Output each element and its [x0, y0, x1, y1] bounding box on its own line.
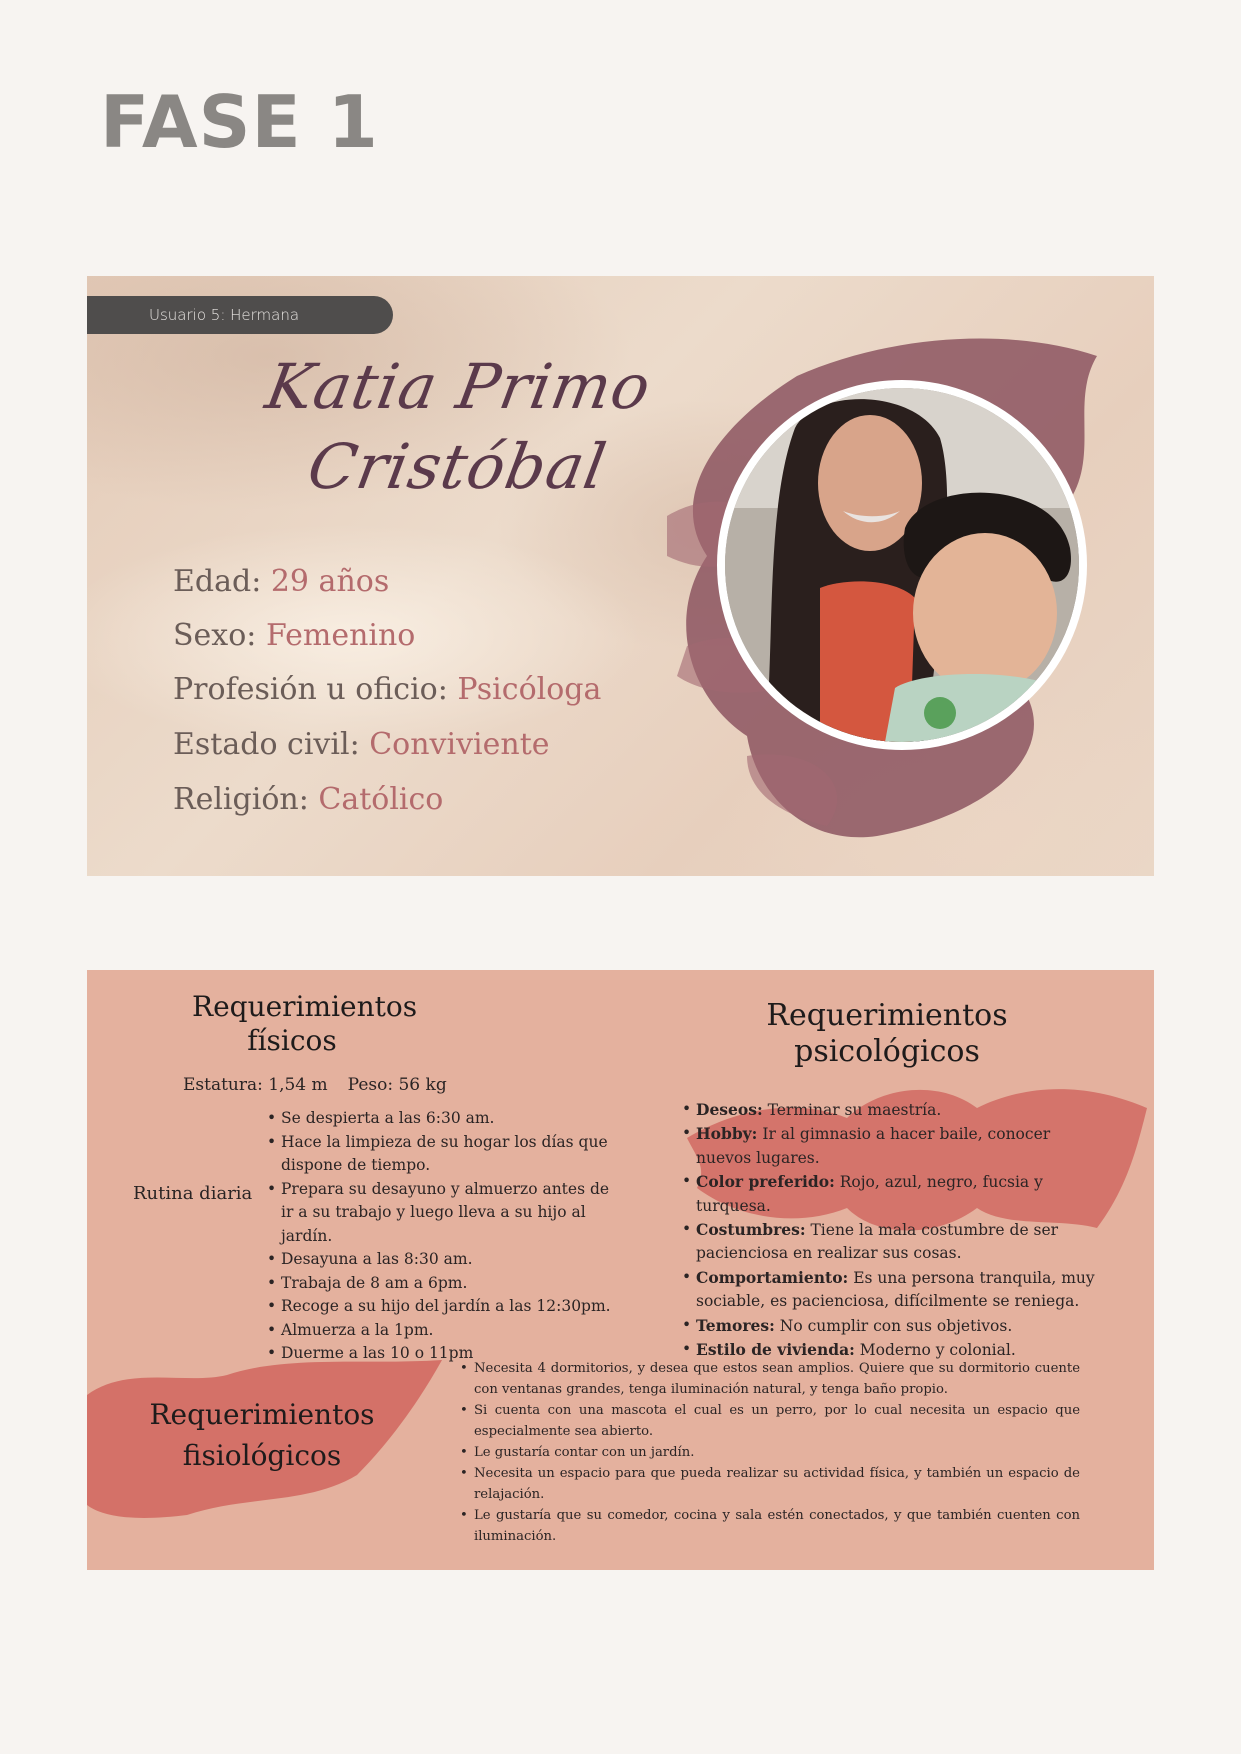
- item-label: Comportamiento:: [696, 1267, 849, 1287]
- item-label: Deseos:: [696, 1100, 763, 1119]
- list-item: • Si cuenta con una mascota el cual es un perro, por lo cual necesita un espacio que especialmente sea abierto.: [460, 1400, 1080, 1442]
- page-title: FASE 1: [100, 80, 379, 164]
- list-item: • Almuerza a la 1pm.: [267, 1319, 617, 1343]
- item-label: Temores:: [696, 1315, 775, 1335]
- physiological-title-line-2: fisiológicos: [182, 1438, 342, 1472]
- psychological-list: [682, 1098, 1097, 1362]
- field-sex: [173, 618, 415, 653]
- item-text: Terminar su maestría.: [762, 1101, 942, 1119]
- list-item: • Prepara su desayuno y almuerzo antes de ir a su trabajo y luego lleva a su hijo al jardín.: [267, 1178, 617, 1249]
- item-label: Costumbres:: [696, 1220, 806, 1240]
- height-value: Estatura: 1,54 m: [183, 1075, 328, 1095]
- field-civil-status-label: Estado civil:: [173, 727, 370, 762]
- field-age-value: 29 años: [270, 564, 390, 599]
- user-label-tab: Usuario 5: Hermana: [87, 296, 393, 334]
- photo-illustration: [725, 388, 1079, 742]
- field-age-label: Edad:: [173, 564, 271, 599]
- field-profession-label: Profesión u oficio:: [173, 672, 458, 707]
- profile-card: [87, 276, 1154, 876]
- field-religion: [173, 782, 443, 817]
- item-text: No cumplir con sus objetivos.: [774, 1316, 1013, 1335]
- field-religion-value: Católico: [318, 782, 444, 817]
- list-item: • Duerme a las 10 o 11pm: [267, 1342, 617, 1366]
- item-text: Tiene la mala costumbre de ser pacienciosa en realizar sus cosas.: [696, 1221, 1059, 1263]
- list-item: • Hace la limpieza de su hogar los días que dispone de tiempo.: [267, 1131, 617, 1178]
- field-civil-status-value: Conviviente: [369, 727, 550, 762]
- list-item: • Trabaja de 8 am a 6pm.: [267, 1272, 617, 1296]
- routine-label: Rutina diaria: [133, 1183, 253, 1204]
- item-text: Es una persona tranquila, muy sociable, es pacienciosa, difícilmente se reniega.: [696, 1268, 1095, 1311]
- list-item: [682, 1266, 1097, 1314]
- physical-requirements-title: [192, 990, 418, 1057]
- psychological-requirements-title: [737, 998, 1037, 1070]
- list-item: • Le gustaría contar con un jardín.: [460, 1442, 1080, 1463]
- daily-routine-list: [267, 1107, 617, 1366]
- physiological-title-line-1: Requerimientos: [149, 1398, 375, 1431]
- physiological-list: [460, 1358, 1080, 1547]
- physical-title-line-2: físicos: [247, 1023, 337, 1057]
- list-item: • Necesita un espacio para que pueda realizar su actividad física, y también un espacio de relajación.: [460, 1463, 1080, 1505]
- item-label: Hobby:: [696, 1124, 758, 1144]
- psychological-title-line-2: psicológicos: [794, 1034, 980, 1069]
- field-sex-label: Sexo:: [173, 618, 266, 653]
- list-item: • Recoge a su hijo del jardín a las 12:30pm.: [267, 1295, 617, 1319]
- field-profession: [173, 672, 601, 707]
- profile-photo: [725, 388, 1079, 742]
- name-line-1: Katia Primo: [260, 350, 657, 423]
- psychological-title-line-1: Requerimientos: [766, 998, 1008, 1033]
- list-item: [682, 1314, 1097, 1338]
- item-label: Estilo de vivienda:: [696, 1340, 855, 1360]
- field-religion-label: Religión:: [173, 782, 319, 817]
- item-text: Rojo, azul, negro, fucsia y turquesa.: [696, 1173, 1043, 1215]
- field-civil-status: [173, 727, 550, 762]
- field-sex-value: Femenino: [265, 618, 416, 653]
- name-line-2: Cristóbal: [302, 430, 612, 503]
- physiological-requirements-title: [112, 1395, 412, 1476]
- requirements-card: [87, 970, 1154, 1570]
- list-item: • Desayuna a las 8:30 am.: [267, 1248, 617, 1272]
- physical-title-line-1: Requerimientos: [192, 990, 418, 1023]
- list-item: • Le gustaría que su comedor, cocina y sala estén conectados, y que también cuenten con iluminación.: [460, 1505, 1080, 1547]
- field-age: [173, 564, 389, 599]
- field-profession-value: Psicóloga: [457, 672, 602, 707]
- item-text: Ir al gimnasio a hacer baile, conocer nuevos lugares.: [696, 1125, 1051, 1167]
- list-item: [682, 1218, 1097, 1266]
- body-measurements: [183, 1075, 447, 1095]
- list-item: [682, 1122, 1097, 1170]
- list-item: • Se despierta a las 6:30 am.: [267, 1107, 617, 1131]
- list-item: [682, 1170, 1097, 1218]
- item-label: Color preferido:: [696, 1172, 835, 1192]
- list-item: • Necesita 4 dormitorios, y desea que estos sean amplios. Quiere que su dormitorio cuente con ventanas grandes, tenga iluminación natural, y tenga baño propio.: [460, 1358, 1080, 1400]
- list-item: [682, 1098, 1097, 1122]
- weight-value: Peso: 56 kg: [347, 1075, 447, 1095]
- item-text: Moderno y colonial.: [854, 1341, 1016, 1360]
